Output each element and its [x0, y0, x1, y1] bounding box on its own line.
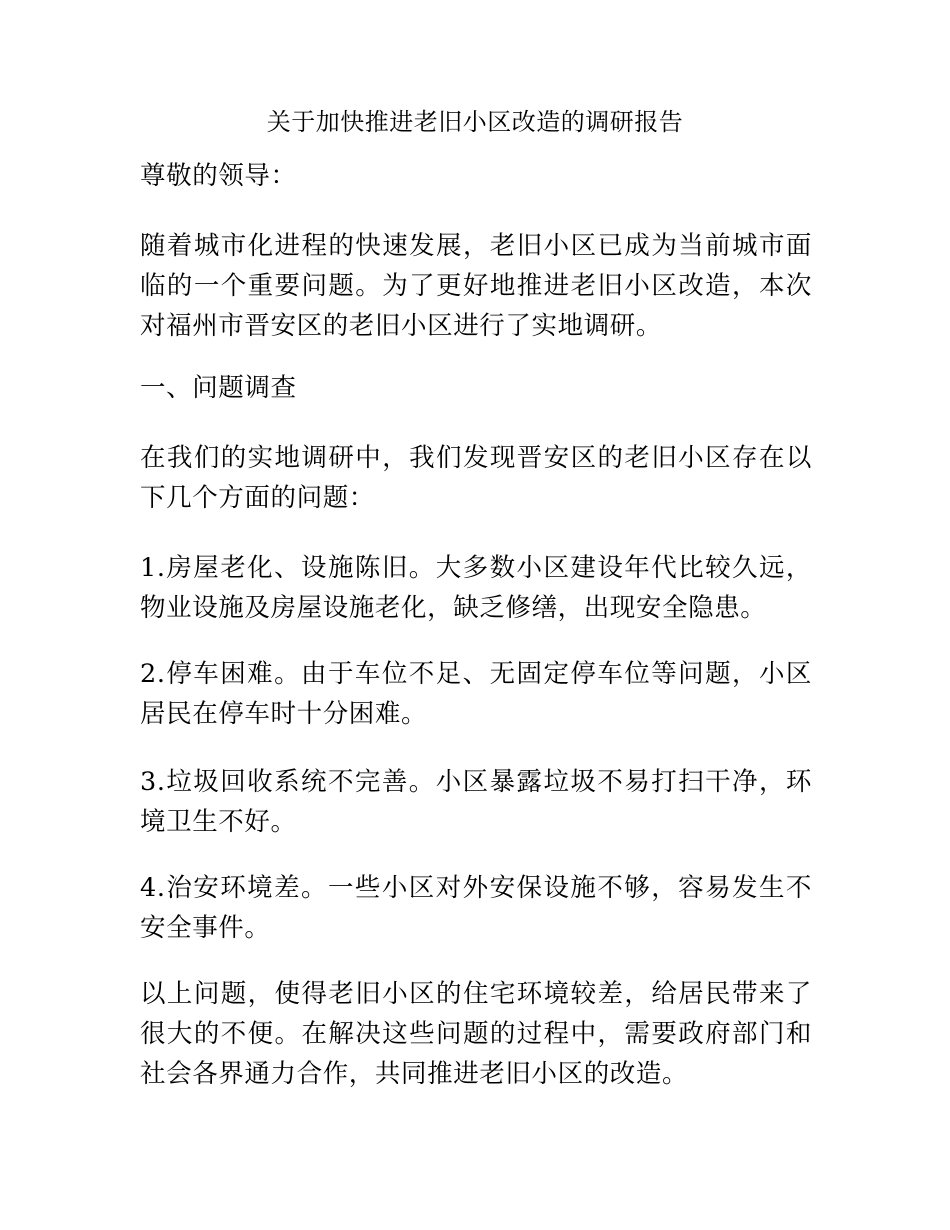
list-item-4: 4.治安环境差。一些小区对外安保设施不够，容易发生不安全事件。	[140, 873, 812, 943]
paragraph-survey-findings: 在我们的实地调研中，我们发现晋安区的老旧小区存在以下几个方面的问题：	[140, 443, 812, 513]
salutation: 尊敬的领导：	[140, 161, 297, 191]
list-item-1: 1.房屋老化、设施陈旧。大多数小区建设年代比较久远，物业设施及房屋设施老化，缺乏修缮，出现安全隐患。	[140, 553, 812, 623]
section-heading-problem-survey: 一、问题调查	[140, 373, 297, 403]
paragraph-conclusion: 以上问题，使得老旧小区的住宅环境较差，给居民带来了很大的不便。在解决这些问题的过程中，需要政府部门和社会各界通力合作，共同推进老旧小区的改造。	[140, 979, 812, 1089]
list-item-3: 3.垃圾回收系统不完善。小区暴露垃圾不易打扫干净，环境卫生不好。	[140, 767, 812, 837]
document-title: 关于加快推进老旧小区改造的调研报告	[266, 108, 684, 136]
paragraph-intro: 随着城市化进程的快速发展，老旧小区已成为当前城市面临的一个重要问题。为了更好地推进老旧小区改造，本次对福州市晋安区的老旧小区进行了实地调研。	[140, 231, 812, 341]
list-item-2: 2.停车困难。由于车位不足、无固定停车位等问题，小区居民在停车时十分困难。	[140, 659, 812, 729]
